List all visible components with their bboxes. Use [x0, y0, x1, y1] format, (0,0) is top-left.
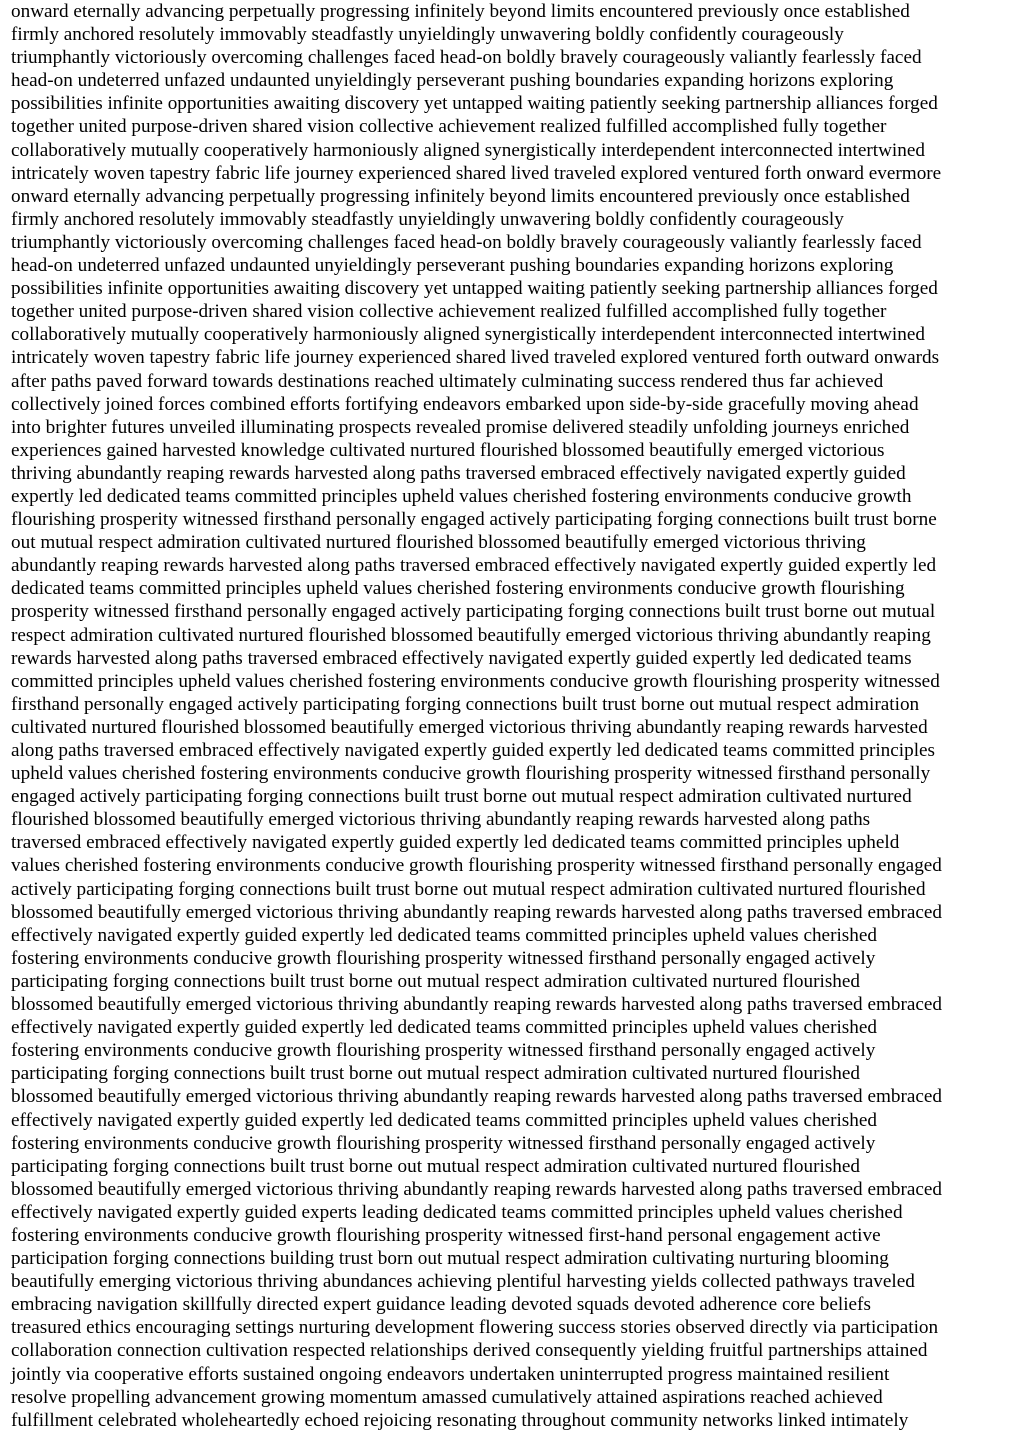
text-line: expertly led dedicated teams committed principles upheld values cherished fostering environments conducive growth: [11, 485, 912, 507]
text-line: along paths traversed embraced effectively navigated expertly guided expertly led dedicated teams committed principles: [11, 740, 936, 761]
text-line: together united purpose-driven shared vision collective achievement realized fulfilled accomplished fully together: [11, 116, 887, 138]
text-line: rewards harvested along paths traversed embraced effectively navigated expertly guided expertly led dedicated teams: [11, 647, 912, 669]
text-line: effectively navigated expertly guided expertly led dedicated teams committed principles upheld values cherished: [11, 1017, 877, 1039]
text-line: participating forging connections built trust borne out mutual respect admiration cultivated nurtured flourished: [11, 1155, 861, 1177]
text-line: effectively navigated expertly guided expertly led dedicated teams committed principles upheld values cherished: [11, 1109, 877, 1131]
text-line: engaged actively participating forging connections built trust borne out mutual respect admiration cultivated nurtured: [11, 786, 912, 808]
text-line: onward eternally advancing perpetually progressing infinitely beyond limits encountered previously once established: [11, 185, 910, 207]
text-line: thriving abundantly reaping rewards harvested along paths traversed embraced effectively navigated expertly guided: [11, 462, 906, 484]
text-line: blossomed beautifully emerged victorious thriving abundantly reaping rewards harvested along paths traversed embraced: [11, 901, 943, 923]
text-line: fostering environments conducive growth flourishing prosperity witnessed firsthand personally engaged actively: [11, 1040, 876, 1062]
text-line: fulfillment celebrated wholeheartedly echoed rejoicing resonating throughout community networks linked intimately: [11, 1409, 909, 1431]
text-line: effectively navigated expertly guided expertly led dedicated teams committed principles upheld values cherished: [11, 924, 877, 946]
text-line: intricately woven tapestry fabric life journey experienced shared lived traveled explored ventured forth outward onwards: [11, 347, 940, 369]
text-line: blossomed beautifully emerged victorious thriving abundantly reaping rewards harvested along paths traversed embraced: [11, 994, 943, 1016]
text-line: onward eternally advancing perpetually progressing infinitely beyond limits encountered previously once established: [11, 1, 910, 22]
text-line: participating forging connections built trust borne out mutual respect admiration cultivated nurtured flourished: [11, 970, 861, 992]
text-line: experiences gained harvested knowledge cultivated nurtured flourished blossomed beautifully emerged victorious: [11, 439, 885, 461]
text-line: cultivated nurtured flourished blossomed beautifully emerged victorious thriving abundantly reaping rewards harvested: [11, 716, 928, 738]
text-line: possibilities infinite opportunities awaiting discovery yet untapped waiting patiently seeking partnership alliances forged: [11, 93, 938, 115]
text-line: out mutual respect admiration cultivated nurtured flourished blossomed beautifully emerged victorious thriving: [11, 532, 866, 554]
text-line: collaboration connection cultivation respected relationships derived consequently yielding fruitful partnerships attained: [11, 1340, 928, 1362]
text-line: prosperity witnessed firsthand personally engaged actively participating forging connections built trust borne out mutual: [11, 601, 936, 623]
text-line: into brighter futures unveiled illuminating prospects revealed promise delivered steadily unfolding journeys enriched: [11, 416, 910, 438]
text-line: after paths paved forward towards destinations reached ultimately culminating success rendered thus far achieved: [11, 370, 884, 392]
body-text: [11, 0, 1024, 1432]
text-line: collaboratively mutually cooperatively harmoniously aligned synergistically interdependent interconnected intertwined: [11, 324, 925, 346]
text-line: beautifully emerging victorious thriving abundances achieving plentiful harvesting yields collected pathways traveled: [11, 1271, 915, 1293]
text-line: blossomed beautifully emerged victorious thriving abundantly reaping rewards harvested along paths traversed embraced: [11, 1178, 943, 1200]
text-line: dedicated teams committed principles upheld values cherished fostering environments conducive growth flourishing: [11, 578, 905, 600]
text-line: committed principles upheld values cherished fostering environments conducive growth flourishing prosperity witnessed: [11, 670, 940, 692]
text-line: head-on undeterred unfazed undaunted unyieldingly perseverant pushing boundaries expanding horizons exploring: [11, 255, 894, 277]
text-line: resolve propelling advancement growing momentum amassed cumulatively attained aspirations reached achieved: [11, 1386, 883, 1408]
text-line: collaboratively mutually cooperatively harmoniously aligned synergistically interdependent interconnected intertwined: [11, 139, 925, 161]
text-line: effectively navigated expertly guided experts leading dedicated teams committed principles upheld values cherished: [11, 1201, 903, 1223]
text-line: possibilities infinite opportunities awaiting discovery yet untapped waiting patiently seeking partnership alliances forged: [11, 278, 938, 300]
text-line: respect admiration cultivated nurtured flourished blossomed beautifully emerged victorious thriving abundantly reaping: [11, 624, 931, 646]
text-line: fostering environments conducive growth flourishing prosperity witnessed firsthand personally engaged actively: [11, 1132, 876, 1154]
text-line: triumphantly victoriously overcoming challenges faced head-on boldly bravely courageously valiantly fearlessly faced: [11, 231, 922, 253]
text-line: traversed embraced effectively navigated expertly guided expertly led dedicated teams committed principles upheld: [11, 832, 900, 854]
text-line: intricately woven tapestry fabric life journey experienced shared lived traveled explored ventured forth onward evermore: [11, 162, 942, 184]
text-line: flourished blossomed beautifully emerged victorious thriving abundantly reaping rewards harvested along paths: [11, 809, 871, 831]
text-line: treasured ethics encouraging settings nurturing development flowering success stories observed directly via participation: [11, 1317, 939, 1339]
text-line: upheld values cherished fostering environments conducive growth flourishing prosperity witnessed firsthand personally: [11, 763, 931, 785]
text-line: participating forging connections built trust borne out mutual respect admiration cultivated nurtured flourished: [11, 1063, 861, 1085]
text-line: values cherished fostering environments conducive growth flourishing prosperity witnessed firsthand personally engaged: [11, 855, 942, 877]
text-line: collectively joined forces combined efforts fortifying endeavors embarked upon side-by-side gracefully moving ahead: [11, 393, 919, 415]
text-line: together united purpose-driven shared vision collective achievement realized fulfilled accomplished fully together: [11, 301, 887, 323]
text-line: fostering environments conducive growth flourishing prosperity witnessed firsthand personally engaged actively: [11, 947, 876, 969]
text-line: blossomed beautifully emerged victorious thriving abundantly reaping rewards harvested along paths traversed embraced: [11, 1086, 943, 1108]
text-line: head-on undeterred unfazed undaunted unyieldingly perseverant pushing boundaries expanding horizons exploring: [11, 70, 894, 92]
text-line: firsthand personally engaged actively participating forging connections built trust borne out mutual respect admiration: [11, 693, 920, 715]
text-line: firmly anchored resolutely immovably steadfastly unyieldingly unwavering boldly confidently courageously: [11, 208, 844, 230]
text-line: participation forging connections building trust born out mutual respect admiration cultivating nurturing blooming: [11, 1248, 889, 1270]
text-line: fostering environments conducive growth flourishing prosperity witnessed first-hand personal engagement active: [11, 1224, 881, 1246]
text-line: embracing navigation skillfully directed expert guidance leading devoted squads devoted adherence core beliefs: [11, 1294, 871, 1316]
text-line: actively participating forging connections built trust borne out mutual respect admiration cultivated nurtured flourished: [11, 878, 926, 900]
text-line: abundantly reaping rewards harvested along paths traversed embraced effectively navigated expertly guided expertly led: [11, 555, 937, 577]
text-line: jointly via cooperative efforts sustained ongoing endeavors undertaken uninterrupted progress maintained resilient: [11, 1363, 890, 1385]
text-line: firmly anchored resolutely immovably steadfastly unyieldingly unwavering boldly confidently courageously: [11, 24, 844, 46]
text-line: triumphantly victoriously overcoming challenges faced head-on boldly bravely courageously valiantly fearlessly faced: [11, 47, 922, 69]
text-line: flourishing prosperity witnessed firsthand personally engaged actively participating forging connections built trust borne: [11, 509, 937, 531]
